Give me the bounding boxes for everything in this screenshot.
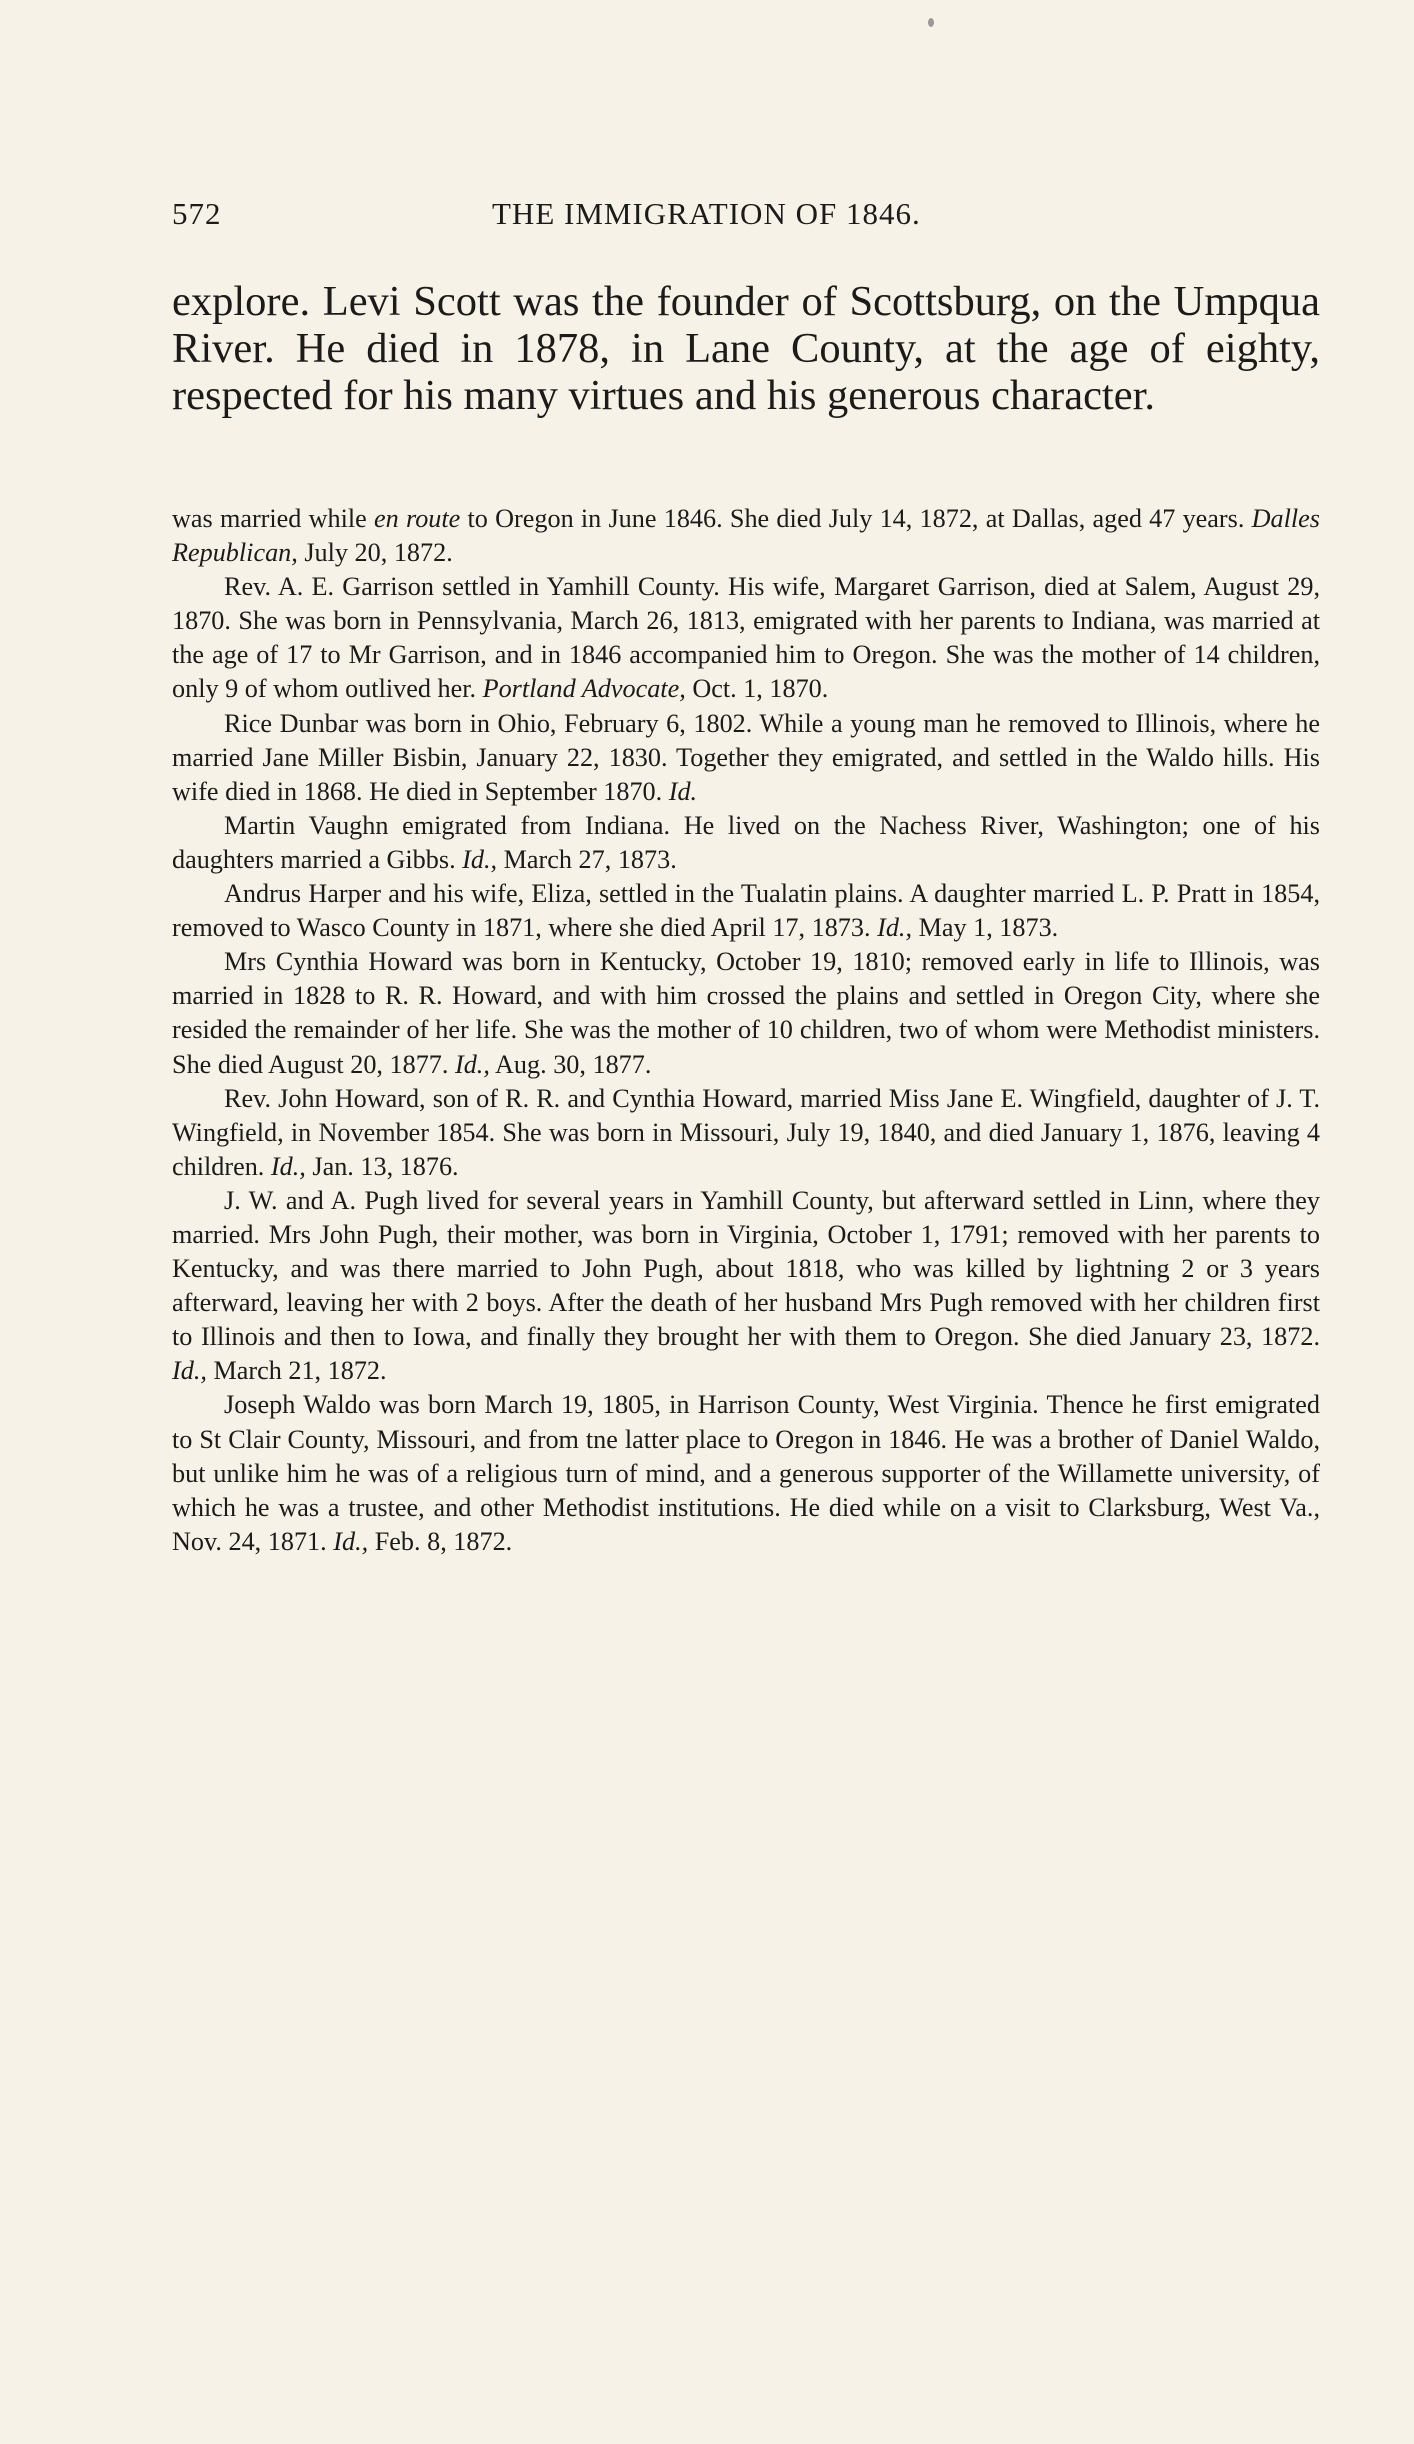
note-paragraph: Joseph Waldo was born March 19, 1805, in Harrison County, West Virginia. Thence he first emigrated to St Clair County, Missouri, and from tne latter place to Oregon in 1846. He was a brother of Daniel Waldo, but unlike him he was of a religious turn of mind, and a generous supporter of the Willamette university, of which he was a trustee, and other Methodist institutions. He died while on a visit to Clarksburg, West Va., Nov. 24, 1871. Id., Feb. 8, 1872. [172, 1390, 1320, 1556]
speck-mark [928, 18, 934, 27]
running-title: THE IMMIGRATION OF 1846. [492, 196, 921, 231]
note-paragraph: Mrs Cynthia Howard was born in Kentucky, October 19, 1810; removed early in life to Illinois, was married in 1828 to R. R. Howard, and with him crossed the plains and settled in Oregon City, where she resided the remainder of her life. She was the mother of 10 children, two of whom were Methodist ministers. She died August 20, 1877. Id., Aug. 30, 1877. [172, 947, 1320, 1079]
note-paragraph: Martin Vaughn emigrated from Indiana. He lived on the Nachess River, Washington; one of his daughters married a Gibbs. Id., March 27, 1873. [172, 810, 1320, 874]
note-paragraph: J. W. and A. Pugh lived for several years in Yamhill County, but afterward settled in Linn, where they married. Mrs John Pugh, their mother, was born in Virginia, October 1, 1791; removed with her parents to Kentucky, and was there married to John Pugh, about 1818, who was killed by lightning 2 or 3 years afterward, leaving her with 2 boys. After the death of her husband Mrs Pugh removed with her children first to Illinois and then to Iowa, and finally they brought her with them to Oregon. She died January 23, 1872. Id., March 21, 1872. [172, 1185, 1320, 1386]
note-paragraph: was married while en route to Oregon in June 1846. She died July 14, 1872, at Dallas, aged 47 years. Dalles Republican, July 20, 1872. [172, 504, 1320, 568]
note-paragraph: Rice Dunbar was born in Ohio, February 6, 1802. While a young man he removed to Illinois, where he married Jane Miller Bisbin, January 22, 1830. Together they emigrated, and settled in the Waldo hills. His wife died in 1868. He died in September 1870. Id. [172, 708, 1320, 806]
note-paragraph: Rev. A. E. Garrison settled in Yamhill County. His wife, Margaret Garrison, died at Salem, August 29, 1870. She was born in Pennsylvania, March 26, 1813, emigrated with her parents to Indiana, was married at the age of 17 to Mr Garrison, and in 1846 accompanied him to Oregon. She was the mother of 14 children, only 9 of whom outlived her. Portland Advocate, Oct. 1, 1870. [172, 572, 1320, 704]
note-paragraph: Rev. John Howard, son of R. R. and Cynthia Howard, married Miss Jane E. Wingfield, daughter of J. T. Wingfield, in November 1854. She was born in Missouri, July 19, 1840, and died January 1, 1876, leaving 4 children. Id., Jan. 13, 1876. [172, 1083, 1320, 1181]
footnotes [172, 502, 1320, 1559]
note-paragraph: Andrus Harper and his wife, Eliza, settled in the Tualatin plains. A daughter married L. P. Pratt in 1854, removed to Wasco County in 1871, where she died April 17, 1873. Id., May 1, 1873. [172, 879, 1320, 943]
main-text: explore. Levi Scott was the founder of Scottsburg, on the Umpqua River. He died in 1878, in Lane County, at the age of eighty, respected for his many virtues and his generous character. [172, 278, 1320, 419]
page-number: 572 [172, 196, 222, 231]
page-header [172, 196, 1322, 236]
